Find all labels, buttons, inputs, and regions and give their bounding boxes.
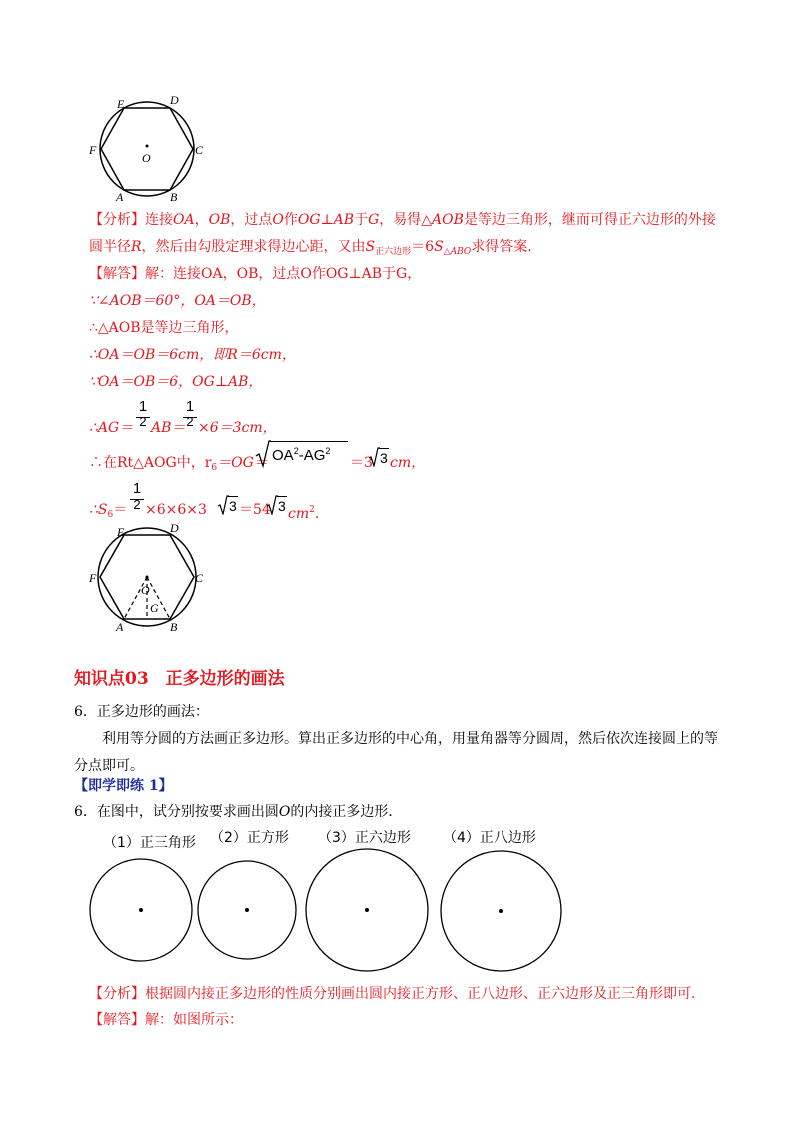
- circle-2-center: [245, 908, 249, 912]
- hexagon-figure-2: [80, 518, 220, 638]
- section-title: 知识点03 正多边形的画法: [74, 669, 285, 689]
- solution-1-line-8-d: $cm^2$.: [288, 505, 320, 522]
- label-O: O: [141, 583, 150, 597]
- solution-1-line-8-b: ×6×6×3: [145, 502, 207, 518]
- hexagon: [101, 108, 193, 190]
- label-F: F: [89, 143, 97, 157]
- radical-content-3: 3: [229, 498, 237, 514]
- circle-3-center: [365, 908, 369, 912]
- radical-overline-3: [228, 496, 238, 497]
- radical-overline-2: [379, 448, 389, 449]
- radical-overline-1: [270, 441, 348, 442]
- fraction-denominator-1: 2: [139, 414, 147, 429]
- label-E: E: [117, 525, 125, 539]
- circle: [100, 102, 194, 196]
- radical-overline-4: [277, 496, 287, 497]
- solution-1-line-4: ∴OA＝OB＝6cm，即R＝6cm，: [89, 347, 296, 363]
- practice-circles: [85, 845, 585, 980]
- solution-1-line-7-c: cm，: [390, 455, 426, 471]
- analysis-2: 【分析】根据圆内接正多边形的性质分别画出圆内接正方形、正八边形、正六边形及正三角形即可.: [89, 986, 696, 1002]
- caption-hexagon: （3）正六边形: [318, 830, 411, 846]
- point-6-body-line-1: 利用等分圆的方法画正多边形。算出正多边形的中心角，用量角器等分圆周，然后依次连接圆上的等: [102, 731, 718, 747]
- label-C: C: [195, 571, 204, 585]
- label-O: O: [142, 151, 151, 165]
- solution-1-line-1: 【解答】解：连接OA，OB，过点O作OG⊥AB于G，: [89, 266, 422, 282]
- point-6-heading: 6．正多边形的画法：: [74, 704, 209, 720]
- solution-2: 【解答】解：如图所示：: [89, 1012, 243, 1028]
- label-A: A: [116, 190, 124, 204]
- solution-1-line-7-a: ∴在Rt△AOG中，$r_6=OG=$: [89, 455, 268, 473]
- solution-1-line-6-a: ∴AG＝: [89, 420, 134, 436]
- fraction-numerator-1: 1: [138, 398, 148, 415]
- label-A: A: [116, 620, 124, 634]
- label-D: D: [170, 93, 179, 107]
- radical-sign-4: [266, 495, 278, 515]
- label-C: C: [195, 143, 204, 157]
- fraction-numerator-2: 1: [185, 398, 195, 415]
- solution-1-line-7-b: ＝3: [350, 455, 373, 471]
- center-dot: [146, 145, 149, 148]
- point-6-body-line-2: 分点即可。: [74, 758, 144, 774]
- solution-1-line-5: ∵OA＝OB＝6，OG⊥AB，: [89, 374, 263, 390]
- solution-1-line-8-a: $\therefore S_6=$: [89, 502, 128, 520]
- circle-1-center: [139, 908, 143, 912]
- radical-content-1: $OA^2-AG^2$: [272, 446, 331, 464]
- label-F: F: [89, 571, 97, 585]
- fraction-numerator-3: 1: [132, 480, 142, 497]
- radical-sign-1: [255, 440, 271, 468]
- solution-1-line-8-c: ＝54: [239, 502, 271, 518]
- label-B: B: [170, 190, 178, 204]
- circle-4-center: [499, 909, 503, 913]
- center-dot: [146, 576, 149, 579]
- radical-sign-2: [368, 447, 380, 467]
- analysis-1-line-1: 【分析】连接OA，OB，过点O作OG⊥AB于G，易得△AOB是等边三角形，继而可得正六边形的外接: [89, 212, 716, 228]
- caption-octagon: （4）正八边形: [443, 830, 536, 846]
- hexagon-figure-1: [80, 88, 220, 208]
- label-D: D: [170, 521, 179, 535]
- label-G: G: [150, 601, 159, 615]
- radical-content-4: 3: [278, 498, 286, 514]
- radical-sign-3: [217, 495, 229, 515]
- label-E: E: [117, 97, 125, 111]
- fraction-denominator-2: 2: [186, 414, 194, 429]
- caption-triangle: （1）正三角形: [103, 835, 196, 851]
- solution-1-line-2: ∵∠AOB＝60°，OA＝OB，: [89, 293, 266, 309]
- practice-tag: 【即学即练 1】: [74, 778, 173, 794]
- analysis-1-line-2: 圆半径R，然后由勾股定理求得边心距，又由$S_{正六边形}=6S_{\triangle ABO}$求得答案.: [89, 239, 532, 257]
- solution-1-line-3: ∴△AOB是等边三角形，: [89, 320, 239, 336]
- radical-content-2: 3: [380, 450, 388, 466]
- practice-question: 6．在图中，试分别按要求画出圆O的内接正多边形．: [74, 804, 403, 820]
- caption-square: （2）正方形: [210, 830, 289, 846]
- solution-1-line-6-c: ×6＝3cm，: [198, 420, 277, 436]
- solution-1-line-6-b: AB＝: [151, 420, 186, 436]
- label-B: B: [170, 620, 178, 634]
- fraction-denominator-3: 2: [133, 497, 141, 512]
